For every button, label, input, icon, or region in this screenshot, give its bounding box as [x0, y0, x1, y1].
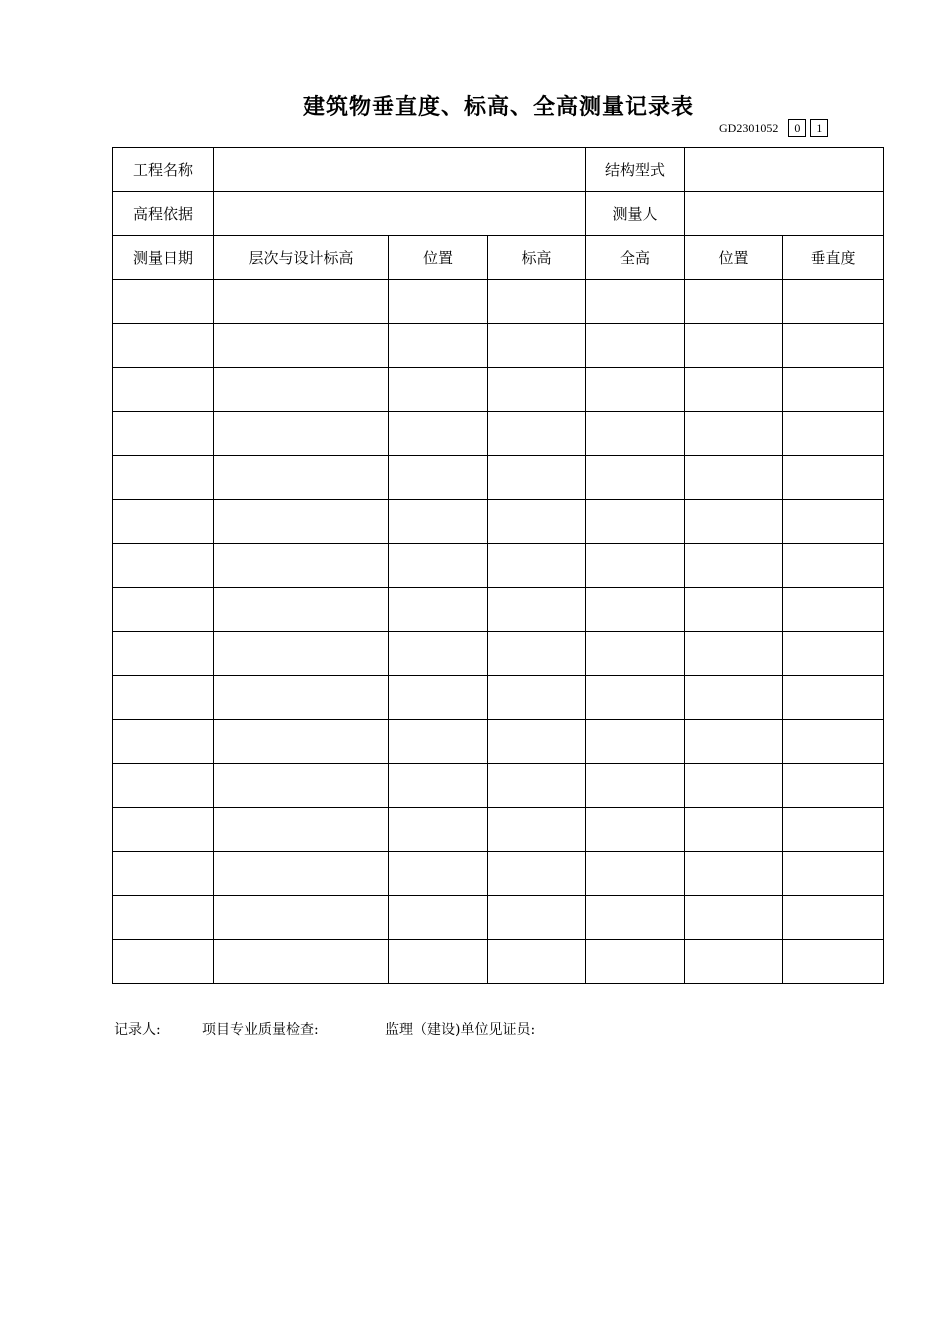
cell-total-height[interactable] — [586, 588, 685, 632]
cell-floor-design-elevation[interactable] — [214, 764, 389, 808]
cell-total-height[interactable] — [586, 412, 685, 456]
cell-total-height[interactable] — [586, 368, 685, 412]
cell-total-height[interactable] — [586, 632, 685, 676]
cell-elevation[interactable] — [488, 808, 586, 852]
cell-elevation[interactable] — [488, 852, 586, 896]
cell-elevation[interactable] — [488, 676, 586, 720]
cell-position-1[interactable] — [389, 412, 488, 456]
cell-verticality[interactable] — [783, 632, 884, 676]
cell-position-2[interactable] — [685, 500, 783, 544]
column-header-verticality: 垂直度 — [783, 236, 884, 280]
table-row — [113, 544, 884, 588]
cell-floor-design-elevation[interactable] — [214, 808, 389, 852]
page-title: 建筑物垂直度、标高、全高测量记录表 — [302, 94, 694, 120]
supervision-label: 监理（建设)单位见证员: — [385, 1022, 536, 1038]
cell-date[interactable] — [113, 368, 214, 412]
cell-position-2[interactable] — [685, 588, 783, 632]
cell-total-height[interactable] — [586, 852, 685, 896]
cell-date[interactable] — [113, 940, 214, 984]
cell-date[interactable] — [113, 544, 214, 588]
cell-verticality[interactable] — [783, 280, 884, 324]
header-row — [113, 236, 884, 280]
column-header-date: 测量日期 — [113, 236, 214, 280]
form-code-box-2[interactable]: 1 — [810, 119, 828, 137]
cell-position-1[interactable] — [389, 456, 488, 500]
cell-date[interactable] — [113, 456, 214, 500]
table-row — [113, 324, 884, 368]
table-row — [113, 456, 884, 500]
cell-verticality[interactable] — [783, 764, 884, 808]
cell-position-1[interactable] — [389, 764, 488, 808]
table-row — [113, 808, 884, 852]
cell-date[interactable] — [113, 764, 214, 808]
cell-total-height[interactable] — [586, 456, 685, 500]
cell-position-2[interactable] — [685, 280, 783, 324]
table-row — [113, 588, 884, 632]
table-row — [113, 368, 884, 412]
info-row-1 — [113, 148, 884, 192]
cell-floor-design-elevation[interactable] — [214, 588, 389, 632]
cell-verticality[interactable] — [783, 676, 884, 720]
cell-elevation[interactable] — [488, 896, 586, 940]
cell-position-1[interactable] — [389, 324, 488, 368]
cell-total-height[interactable] — [586, 720, 685, 764]
table-row — [113, 632, 884, 676]
cell-position-2[interactable] — [685, 764, 783, 808]
project-name-field[interactable] — [214, 148, 586, 192]
cell-position-1[interactable] — [389, 500, 488, 544]
recorder-label: 记录人: — [114, 1022, 161, 1038]
column-header-position-2: 位置 — [685, 236, 783, 280]
cell-position-2[interactable] — [685, 808, 783, 852]
surveyor-label: 测量人 — [586, 192, 685, 236]
cell-position-2[interactable] — [685, 412, 783, 456]
cell-floor-design-elevation[interactable] — [214, 632, 389, 676]
cell-total-height[interactable] — [586, 500, 685, 544]
table-row — [113, 280, 884, 324]
cell-position-2[interactable] — [685, 456, 783, 500]
cell-floor-design-elevation[interactable] — [214, 412, 389, 456]
cell-date[interactable] — [113, 896, 214, 940]
cell-elevation[interactable] — [488, 412, 586, 456]
cell-total-height[interactable] — [586, 280, 685, 324]
cell-total-height[interactable] — [586, 896, 685, 940]
cell-elevation[interactable] — [488, 940, 586, 984]
cell-total-height[interactable] — [586, 676, 685, 720]
cell-date[interactable] — [113, 720, 214, 764]
column-header-position-1: 位置 — [389, 236, 488, 280]
cell-date[interactable] — [113, 500, 214, 544]
cell-floor-design-elevation[interactable] — [214, 720, 389, 764]
table-row — [113, 412, 884, 456]
cell-position-2[interactable] — [685, 324, 783, 368]
cell-elevation[interactable] — [488, 632, 586, 676]
cell-elevation[interactable] — [488, 500, 586, 544]
column-header-total-height: 全高 — [586, 236, 685, 280]
cell-elevation[interactable] — [488, 456, 586, 500]
cell-floor-design-elevation[interactable] — [214, 940, 389, 984]
cell-verticality[interactable] — [783, 852, 884, 896]
record-table — [112, 147, 884, 984]
form-code-prefix: GD2301052 — [719, 120, 779, 135]
cell-floor-design-elevation[interactable] — [214, 368, 389, 412]
cell-date[interactable] — [113, 412, 214, 456]
cell-elevation[interactable] — [488, 280, 586, 324]
cell-elevation[interactable] — [488, 544, 586, 588]
cell-floor-design-elevation[interactable] — [214, 852, 389, 896]
table-row — [113, 720, 884, 764]
cell-position-2[interactable] — [685, 940, 783, 984]
cell-verticality[interactable] — [783, 720, 884, 764]
cell-verticality[interactable] — [783, 940, 884, 984]
cell-date[interactable] — [113, 852, 214, 896]
table-row — [113, 676, 884, 720]
cell-total-height[interactable] — [586, 764, 685, 808]
cell-elevation[interactable] — [488, 764, 586, 808]
cell-total-height[interactable] — [586, 324, 685, 368]
cell-position-1[interactable] — [389, 940, 488, 984]
cell-date[interactable] — [113, 632, 214, 676]
structure-type-label: 结构型式 — [586, 148, 685, 192]
form-code-box-1[interactable]: 0 — [788, 119, 806, 137]
cell-position-1[interactable] — [389, 808, 488, 852]
cell-elevation[interactable] — [488, 368, 586, 412]
cell-floor-design-elevation[interactable] — [214, 280, 389, 324]
cell-date[interactable] — [113, 676, 214, 720]
cell-elevation[interactable] — [488, 588, 586, 632]
form-code — [719, 119, 828, 137]
cell-verticality[interactable] — [783, 588, 884, 632]
info-row-2 — [113, 192, 884, 236]
cell-position-2[interactable] — [685, 720, 783, 764]
cell-verticality[interactable] — [783, 544, 884, 588]
column-header-elevation: 标高 — [488, 236, 586, 280]
cell-date[interactable] — [113, 808, 214, 852]
cell-floor-design-elevation[interactable] — [214, 456, 389, 500]
cell-position-1[interactable] — [389, 896, 488, 940]
cell-position-2[interactable] — [685, 676, 783, 720]
cell-verticality[interactable] — [783, 500, 884, 544]
cell-position-1[interactable] — [389, 588, 488, 632]
cell-verticality[interactable] — [783, 412, 884, 456]
signature-footer — [114, 1019, 535, 1039]
cell-position-2[interactable] — [685, 852, 783, 896]
table-row — [113, 940, 884, 984]
cell-position-2[interactable] — [685, 368, 783, 412]
cell-total-height[interactable] — [586, 544, 685, 588]
cell-verticality[interactable] — [783, 324, 884, 368]
cell-floor-design-elevation[interactable] — [214, 500, 389, 544]
cell-floor-design-elevation[interactable] — [214, 676, 389, 720]
cell-position-2[interactable] — [685, 544, 783, 588]
cell-total-height[interactable] — [586, 808, 685, 852]
cell-floor-design-elevation[interactable] — [214, 896, 389, 940]
cell-date[interactable] — [113, 588, 214, 632]
table-row — [113, 500, 884, 544]
cell-verticality[interactable] — [783, 368, 884, 412]
elevation-basis-field[interactable] — [214, 192, 586, 236]
cell-elevation[interactable] — [488, 324, 586, 368]
cell-floor-design-elevation[interactable] — [214, 324, 389, 368]
cell-date[interactable] — [113, 324, 214, 368]
cell-verticality[interactable] — [783, 896, 884, 940]
quality-check-label: 项目专业质量检查: — [202, 1022, 319, 1038]
surveyor-field[interactable] — [685, 192, 884, 236]
cell-position-1[interactable] — [389, 280, 488, 324]
cell-position-1[interactable] — [389, 852, 488, 896]
column-header-floor-design-elevation: 层次与设计标高 — [214, 236, 389, 280]
cell-verticality[interactable] — [783, 808, 884, 852]
cell-position-1[interactable] — [389, 368, 488, 412]
cell-position-2[interactable] — [685, 896, 783, 940]
cell-position-1[interactable] — [389, 632, 488, 676]
cell-verticality[interactable] — [783, 456, 884, 500]
table-row — [113, 852, 884, 896]
cell-floor-design-elevation[interactable] — [214, 544, 389, 588]
table-row — [113, 764, 884, 808]
elevation-basis-label: 高程依据 — [113, 192, 214, 236]
cell-total-height[interactable] — [586, 940, 685, 984]
cell-date[interactable] — [113, 280, 214, 324]
cell-position-1[interactable] — [389, 720, 488, 764]
cell-position-1[interactable] — [389, 676, 488, 720]
cell-position-1[interactable] — [389, 544, 488, 588]
cell-position-2[interactable] — [685, 632, 783, 676]
structure-type-field[interactable] — [685, 148, 884, 192]
project-name-label: 工程名称 — [113, 148, 214, 192]
table-row — [113, 896, 884, 940]
cell-elevation[interactable] — [488, 720, 586, 764]
